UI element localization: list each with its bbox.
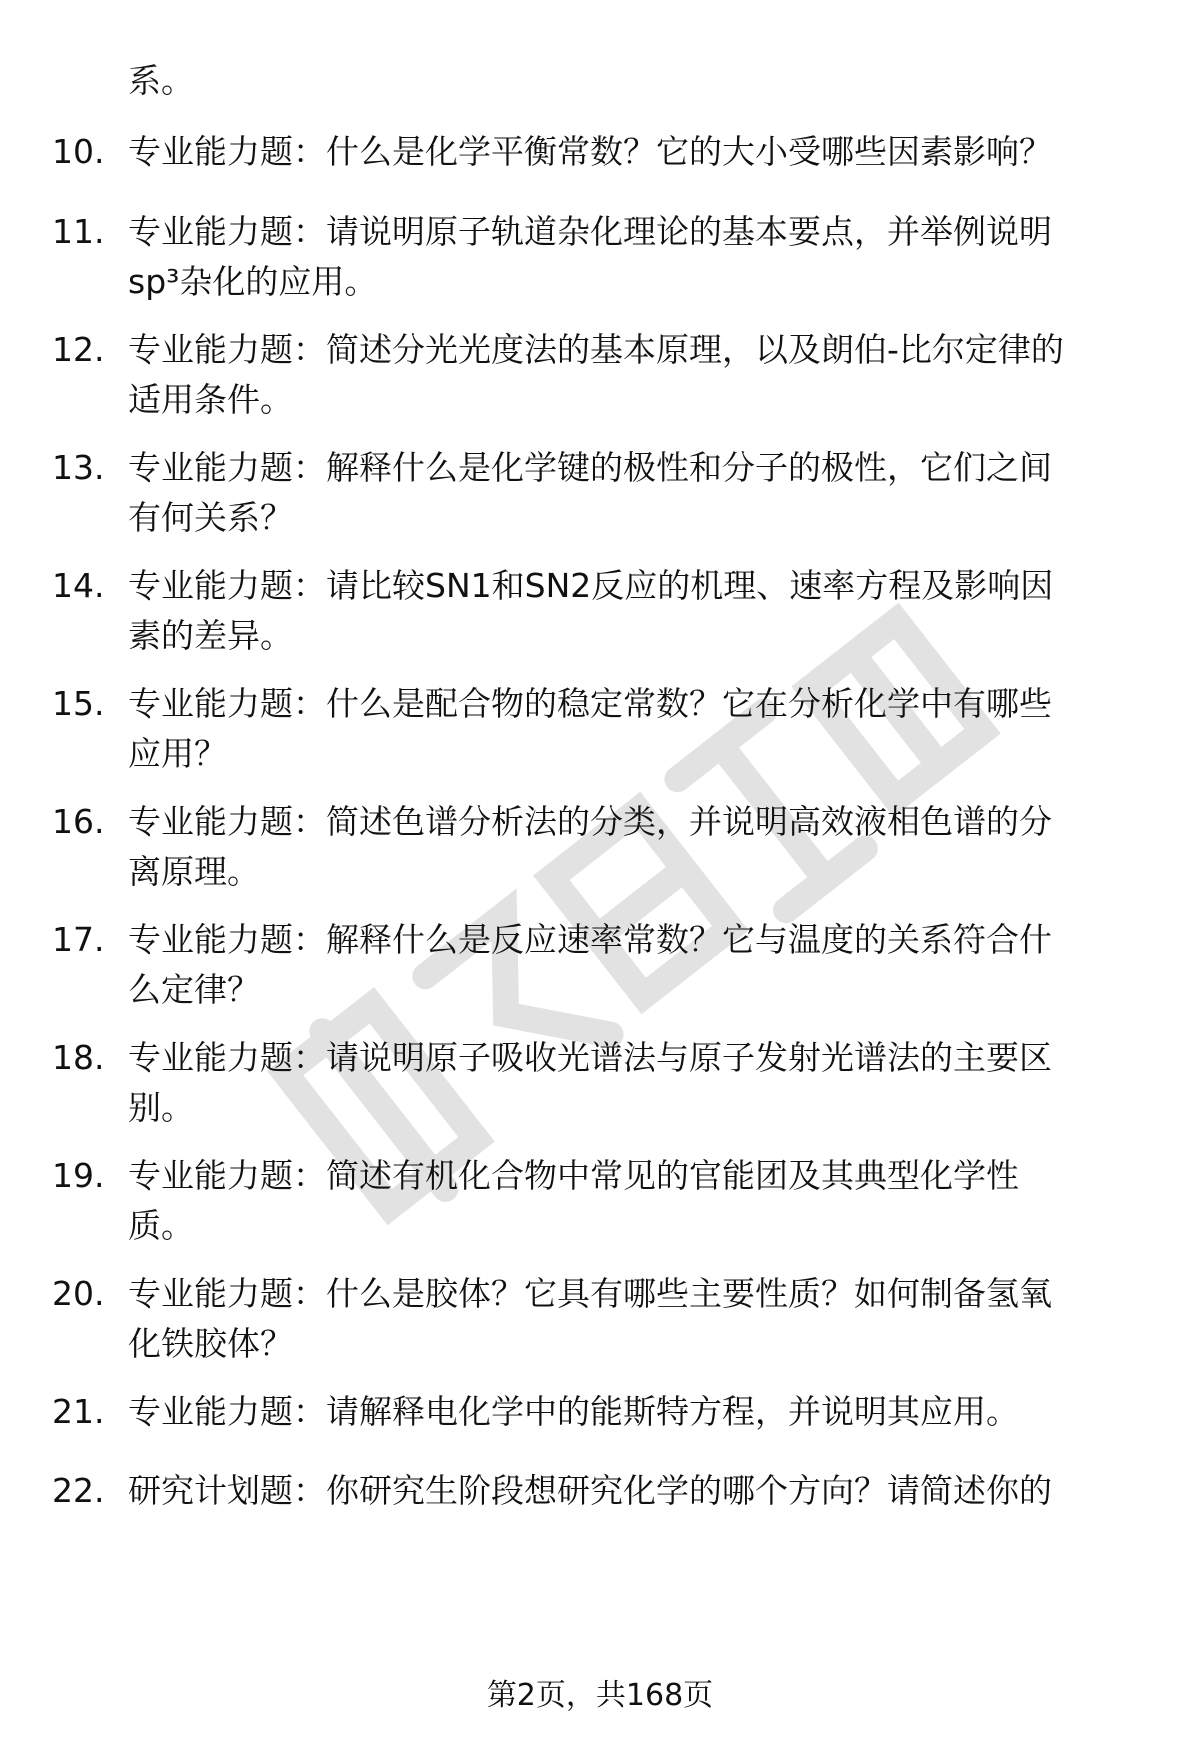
question-number: 17.: [52, 920, 105, 959]
question-text: [128, 1151, 1158, 1251]
question-text: [128, 1466, 1158, 1516]
question-text-line: 应用？: [128, 734, 227, 773]
question-text-line: 专业能力题：解释什么是化学键的极性和分子的极性，它们之间: [128, 448, 1052, 487]
question-number: 15.: [52, 684, 105, 723]
question-text-line: sp³杂化的应用。: [128, 262, 378, 301]
question-text: [128, 443, 1158, 543]
question-text-line: 研究计划题：你研究生阶段想研究化学的哪个方向？请简述你的: [128, 1471, 1052, 1510]
question-text-line: 专业能力题：请说明原子轨道杂化理论的基本要点，并举例说明: [128, 212, 1052, 251]
question-text: [128, 679, 1158, 779]
question-number: 18.: [52, 1038, 105, 1077]
question-text-line: 专业能力题：什么是胶体？它具有哪些主要性质？如何制备氢氧: [128, 1274, 1052, 1313]
question-text-line: 专业能力题：什么是化学平衡常数？它的大小受哪些因素影响？: [128, 132, 1052, 171]
question-text-line: 专业能力题：解释什么是反应速率常数？它与温度的关系符合什: [128, 920, 1052, 959]
question-text-line: 专业能力题：什么是配合物的稳定常数？它在分析化学中有哪些: [128, 684, 1052, 723]
question-number: 12.: [52, 330, 105, 369]
question-text-line: 专业能力题：简述色谱分析法的分类，并说明高效液相色谱的分: [128, 802, 1052, 841]
question-number: 16.: [52, 802, 105, 841]
question-text-line: 有何关系？: [128, 498, 293, 537]
question-text-line: 适用条件。: [128, 380, 293, 419]
question-text-line: 专业能力题：请解释电化学中的能斯特方程，并说明其应用。: [128, 1392, 1019, 1431]
continuation-text: 系。: [128, 61, 194, 100]
page-footer: 第2页，共168页: [486, 1678, 714, 1713]
question-number: 13.: [52, 448, 105, 487]
question-number: 10.: [52, 132, 105, 171]
question-number: 21.: [52, 1392, 105, 1431]
question-number: 22.: [52, 1471, 105, 1510]
question-text-line: 专业能力题：简述有机化合物中常见的官能团及其典型化学性: [128, 1156, 1019, 1195]
question-text-line: 专业能力题：请比较SN1和SN2反应的机理、速率方程及影响因: [128, 566, 1054, 605]
question-text: [128, 325, 1158, 425]
question-text: [128, 127, 1158, 177]
question-text-line: 别。: [128, 1088, 194, 1127]
question-text: [128, 915, 1158, 1015]
question-text: [128, 797, 1158, 897]
question-text: [128, 561, 1158, 661]
question-text-line: 么定律？: [128, 970, 260, 1009]
question-number: 14.: [52, 566, 105, 605]
question-text: [128, 1033, 1158, 1133]
question-text: [128, 207, 1158, 307]
question-number: 19.: [52, 1156, 105, 1195]
question-text-line: 离原理。: [128, 852, 260, 891]
question-number: 20.: [52, 1274, 105, 1313]
question-text-line: 质。: [128, 1206, 194, 1245]
question-text-line: 专业能力题：请说明原子吸收光谱法与原子发射光谱法的主要区: [128, 1038, 1052, 1077]
question-text-line: 专业能力题：简述分光光度法的基本原理，以及朗伯-比尔定律的: [128, 330, 1064, 369]
question-text: [128, 1387, 1158, 1437]
question-text-line: 素的差异。: [128, 616, 293, 655]
question-text: [128, 1269, 1158, 1369]
question-text-line: 化铁胶体？: [128, 1324, 293, 1363]
question-number: 11.: [52, 212, 105, 251]
